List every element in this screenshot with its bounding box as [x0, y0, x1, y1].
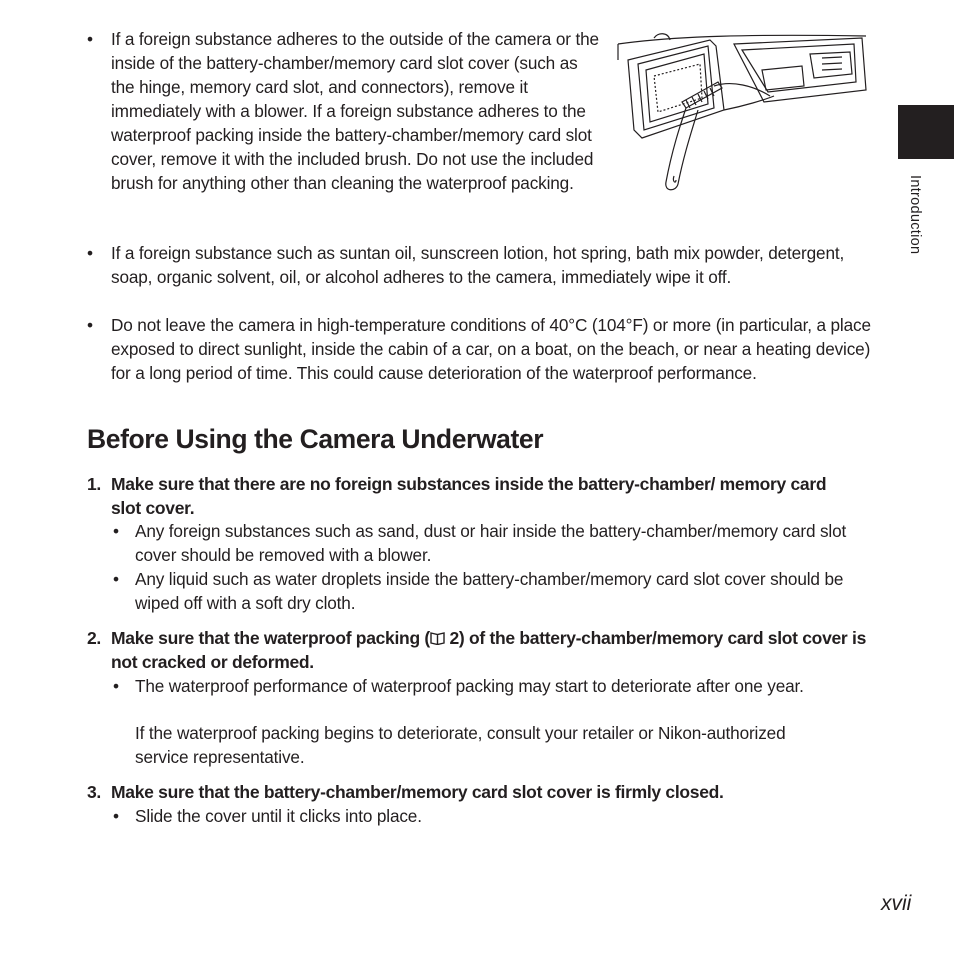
step-1-number: 1. [87, 474, 101, 494]
step-2-text-after: ) of the battery-chamber/memory card slot cover is not cracked or deformed. [111, 628, 866, 672]
step-3-number: 3. [87, 782, 101, 802]
book-reference-icon [430, 630, 445, 645]
intro-bullet-3: • Do not leave the camera in high-temperature conditions of 40°C (104°F) or more (in particular, a place exposed to direct sunlight, inside the cabin of a car, on a boat, on the beach, or near a heating device) for a long period of time. This could cause deterioration of the waterproof performance. [111, 313, 881, 385]
step-2-text-before: Make sure that the waterproof packing ( [111, 628, 430, 648]
step-1-text: Make sure that there are no foreign substances inside the battery-chamber/ memory card slot cover. [111, 474, 827, 518]
step-1-title [87, 472, 841, 520]
intro-bullet-1: • If a foreign substance adheres to the outside of the camera or the inside of the battery-chamber/memory card slot cover (such as the hinge, memory card slot, and connectors), remove it immediately with a blower. If a foreign substance adheres to the waterproof packing inside the battery-chamber/memory card slot cover, remove it with the included brush. Do not use the included brush for anything other than cleaning the waterproof packing. [111, 27, 601, 195]
intro-bullet-2: • If a foreign substance such as suntan oil, sunscreen lotion, hot spring, bath mix powder, detergent, soap, organic solvent, oil, or alcohol adheres to the camera, immediately wipe it off. [111, 241, 881, 289]
section-tab [898, 105, 954, 159]
section-heading: Before Using the Camera Underwater [87, 424, 544, 454]
step-2-number: 2. [87, 628, 101, 648]
page-number: xvii [881, 892, 912, 915]
step-1-bullet-2: • Any liquid such as water droplets inside the battery-chamber/memory card slot cover should be wiped off with a soft dry cloth. [135, 567, 875, 615]
step-1-bullet-1: • Any foreign substances such as sand, dust or hair inside the battery-chamber/memory card slot cover should be removed with a blower. [135, 519, 875, 567]
step-3-text: Make sure that the battery-chamber/memory card slot cover is firmly closed. [111, 782, 724, 802]
camera-brush-illustration [614, 30, 868, 194]
step-3-bullet-1: • Slide the cover until it clicks into place. [135, 804, 875, 828]
step-2-text-ref: 2 [449, 628, 459, 648]
step-2-bullet-1: • The waterproof performance of waterproof packing may start to deteriorate after one year. [135, 674, 875, 698]
step-2-title [87, 626, 871, 674]
step-2-note: If the waterproof packing begins to deteriorate, consult your retailer or Nikon-authorized service representative. [135, 723, 786, 767]
section-tab-label: Introduction [907, 175, 923, 255]
step-3-title [87, 780, 911, 804]
